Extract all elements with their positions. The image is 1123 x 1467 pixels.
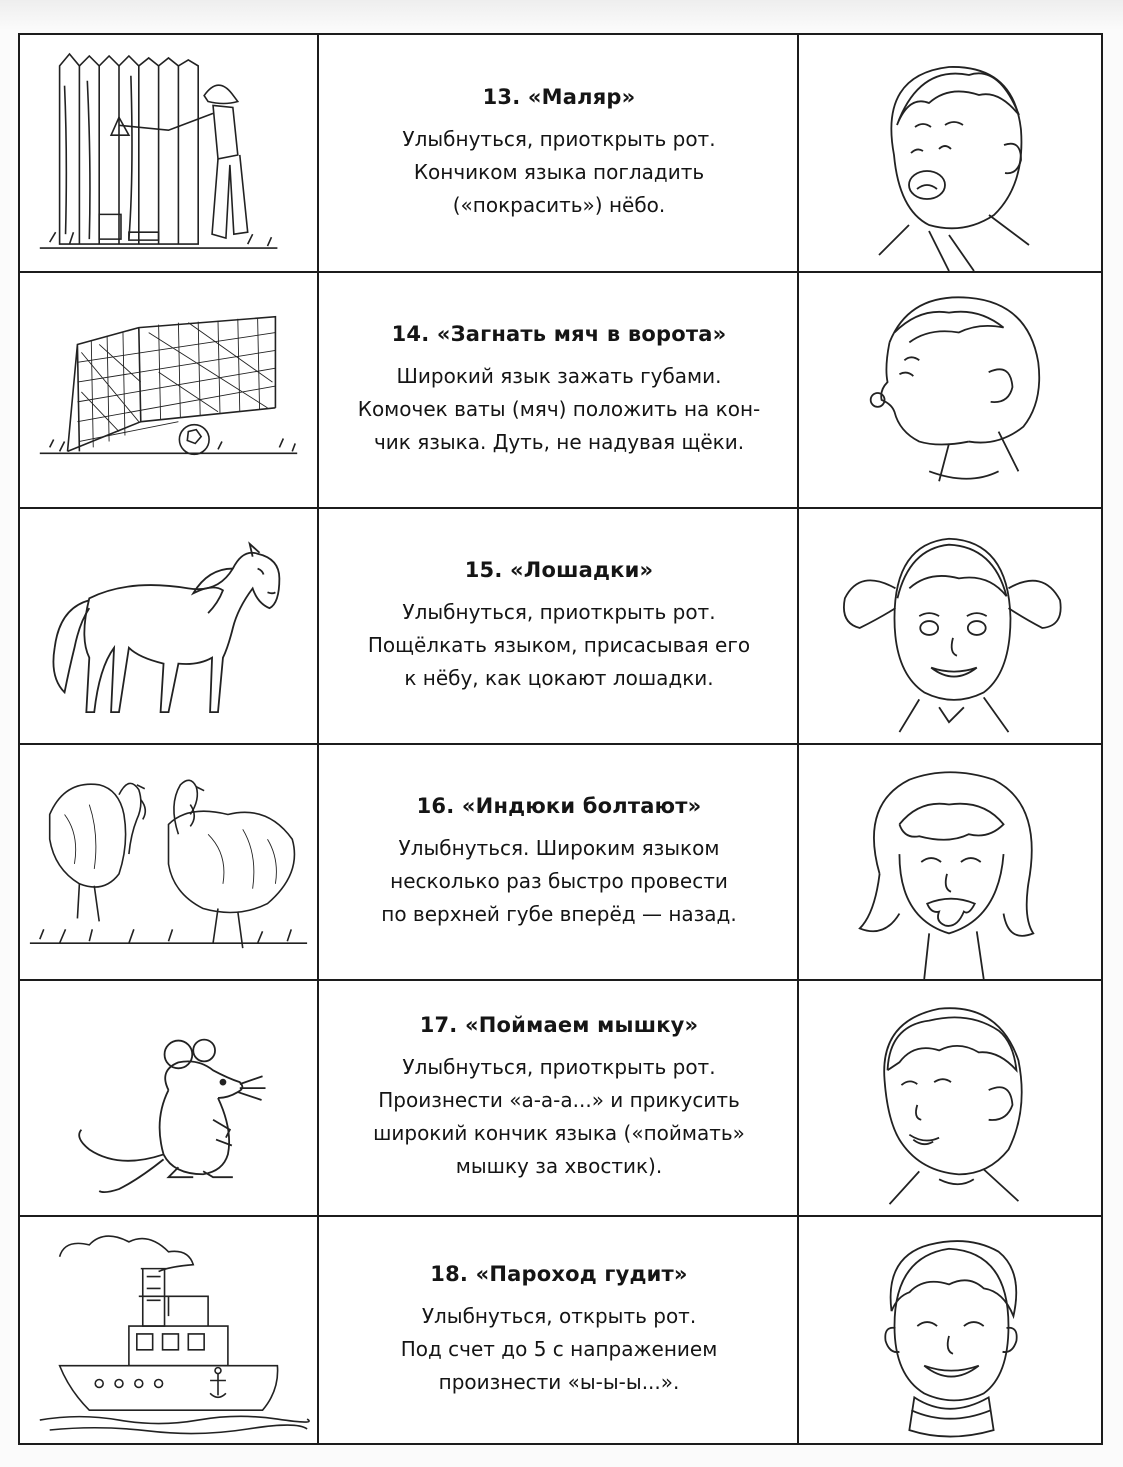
exercise-line: Улыбнуться, открыть рот. — [421, 1303, 697, 1328]
exercise-row-14 — [20, 271, 1101, 507]
exercise-title: 15. «Лошадки» — [464, 557, 654, 582]
exercise-line: Улыбнуться, приоткрыть рот. — [402, 126, 716, 151]
boy-smile-icon — [797, 1217, 1101, 1443]
exercise-line: («покрасить») нёбо. — [452, 192, 666, 217]
exercise-row-18 — [20, 1215, 1101, 1443]
mouse-icon — [20, 981, 319, 1215]
exercise-text-14 — [319, 273, 799, 507]
exercise-line: Кончиком языка погладить — [413, 159, 705, 184]
exercise-line: Под счет до 5 с напражением — [400, 1336, 718, 1361]
exercise-line: мышку за хвостик). — [455, 1154, 663, 1178]
exercise-title: 18. «Пароход гудит» — [430, 1261, 688, 1286]
exercise-line: широкий кончик языка («поймать» — [373, 1121, 745, 1145]
steamboat-icon — [20, 1217, 319, 1443]
exercise-line: Улыбнуться, приоткрыть рот. — [402, 599, 716, 624]
scan-shadow — [0, 0, 1123, 30]
exercise-text-17 — [319, 981, 799, 1215]
exercise-row-16 — [20, 743, 1101, 979]
turkeys-icon — [20, 745, 319, 979]
boy-bite-tongue-icon — [797, 981, 1101, 1215]
horse-icon — [20, 509, 319, 743]
exercise-line: чик языка. Дуть, не надувая щёки. — [373, 429, 745, 454]
exercise-text-16 — [319, 745, 799, 979]
exercise-line: произнести «ы-ы-ы...». — [438, 1369, 680, 1394]
girl-tongue-out-icon — [797, 745, 1101, 979]
exercise-text-18 — [319, 1217, 799, 1443]
exercise-line: Улыбнуться. Широким языком — [398, 835, 720, 860]
exercise-line: Улыбнуться, приоткрыть рот. — [402, 1055, 716, 1079]
boy-tongue-up-icon — [797, 35, 1101, 271]
girl-pigtails-smile-icon — [797, 509, 1101, 743]
exercise-text-15 — [319, 509, 799, 743]
exercise-title: 16. «Индюки болтают» — [416, 793, 702, 818]
exercise-line: по верхней губе вперёд — назад. — [381, 901, 737, 926]
boy-blowing-icon — [797, 273, 1101, 507]
exercise-row-17 — [20, 979, 1101, 1215]
exercise-row-15 — [20, 507, 1101, 743]
exercise-line: несколько раз быстро провести — [390, 868, 728, 893]
exercise-row-13 — [20, 35, 1101, 271]
exercise-line: к нёбу, как цокают лошадки. — [404, 665, 714, 690]
exercise-line: Произнести «а-а-а...» и прикусить — [378, 1088, 740, 1112]
exercise-line: Широкий язык зажать губами. — [396, 363, 722, 388]
exercise-title: 13. «Маляр» — [482, 84, 636, 109]
exercise-title: 14. «Загнать мяч в ворота» — [391, 321, 727, 346]
painter-fence-icon — [20, 35, 319, 271]
exercise-title: 17. «Поймаем мышку» — [419, 1013, 699, 1037]
exercise-line: Пощёлкать языком, присасывая его — [367, 632, 751, 657]
exercise-line: Комочек ваты (мяч) положить на кон- — [357, 396, 761, 421]
soccer-goal-ball-icon — [20, 273, 319, 507]
exercise-table — [18, 33, 1103, 1445]
exercise-text-13 — [319, 35, 799, 271]
